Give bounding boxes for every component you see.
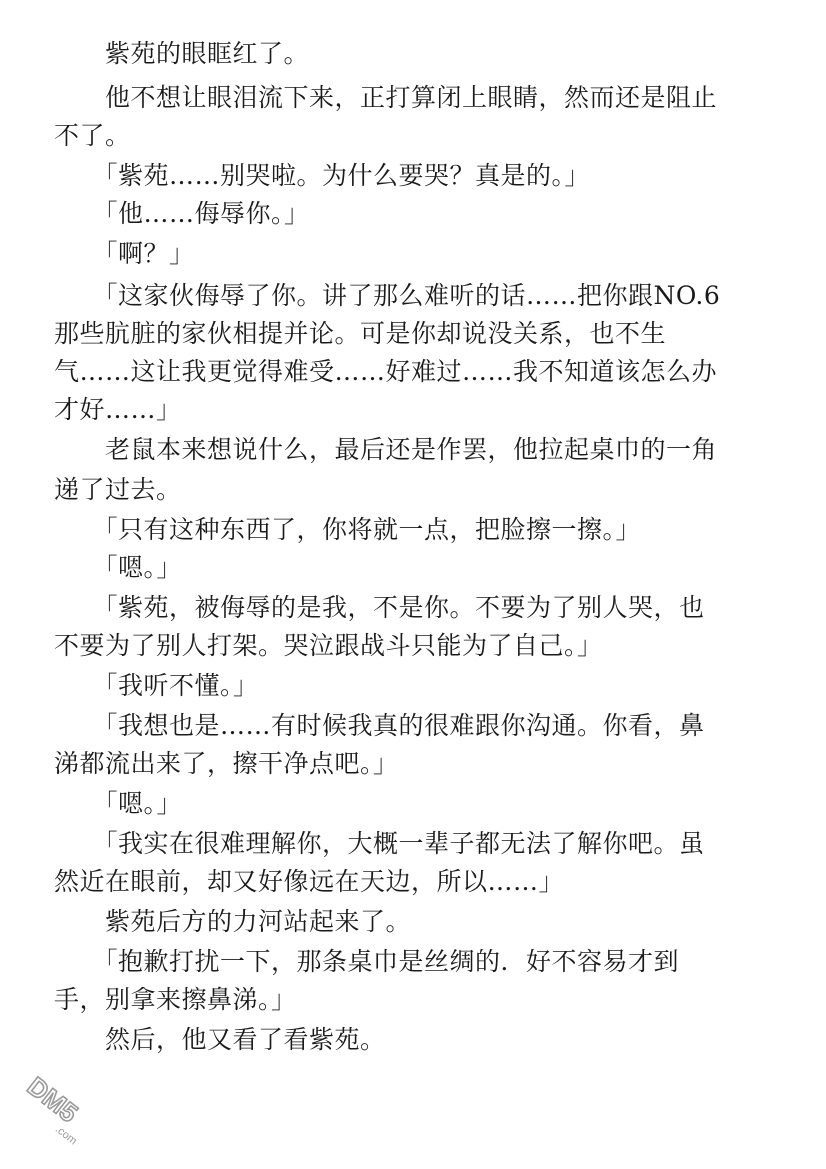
text-line: 「紫苑，被侮辱的是我，不是你。不要为了别人哭，也: [54, 593, 705, 622]
text-line: 不了。: [54, 121, 131, 150]
text-line: 老鼠本来想说什么，最后还是作罢，他拉起桌巾的一角: [54, 435, 718, 464]
text-line: 「啊？」: [54, 239, 195, 268]
text-line: 然近在眼前，却又好像远在天边，所以……」: [54, 867, 565, 896]
watermark-suffix: .com: [52, 1123, 80, 1148]
text-line: 涕都流出来了，擦干净点吧。」: [54, 749, 399, 778]
text-line: 气……这让我更觉得难受……好难过……我不知道该怎么办: [54, 357, 718, 386]
text-line: 然后，他又看了看紫苑。: [54, 1025, 386, 1054]
text-line: 才好……」: [54, 395, 182, 424]
text-line: 「我听不懂。」: [54, 671, 259, 700]
text-line: 手，别拿来擦鼻涕。」: [54, 985, 297, 1014]
text-line: 「嗯。」: [54, 789, 183, 818]
text-line: 「只有这种东西了，你将就一点，把脸擦一擦。」: [54, 515, 642, 544]
text-line: 紫苑后方的力河站起来了。: [54, 907, 412, 936]
text-line: 「我想也是……有时候我真的很难跟你沟通。你看，鼻: [54, 711, 705, 740]
text-line: 「嗯。」: [54, 553, 183, 582]
text-line: 紫苑的眼眶红了。: [54, 39, 310, 68]
text-line: 「他……侮辱你。」: [54, 199, 310, 228]
watermark-logo: [14, 1062, 104, 1152]
text-line: 「这家伙侮辱了你。讲了那么难听的话……把你跟NO.6: [54, 281, 721, 310]
text-line: 「我实在很难理解你，大概一辈子都无法了解你吧。虽: [54, 829, 705, 858]
text-line: 「紫苑……别哭啦。为什么要哭？真是的。」: [54, 161, 591, 190]
text-line: 他不想让眼泪流下来，正打算闭上眼睛，然而还是阻止: [54, 83, 718, 112]
text-line: 「抱歉打扰一下，那条桌巾是丝绸的．好不容易才到: [54, 947, 680, 976]
text-line: 不要为了别人打架。哭泣跟战斗只能为了自己。」: [54, 631, 603, 660]
watermark-text: DM5: [21, 1070, 84, 1129]
text-line: 递了过去。: [54, 475, 182, 504]
text-line: 那些肮脏的家伙相提并论。可是你却说没关系，也不生: [54, 319, 667, 348]
